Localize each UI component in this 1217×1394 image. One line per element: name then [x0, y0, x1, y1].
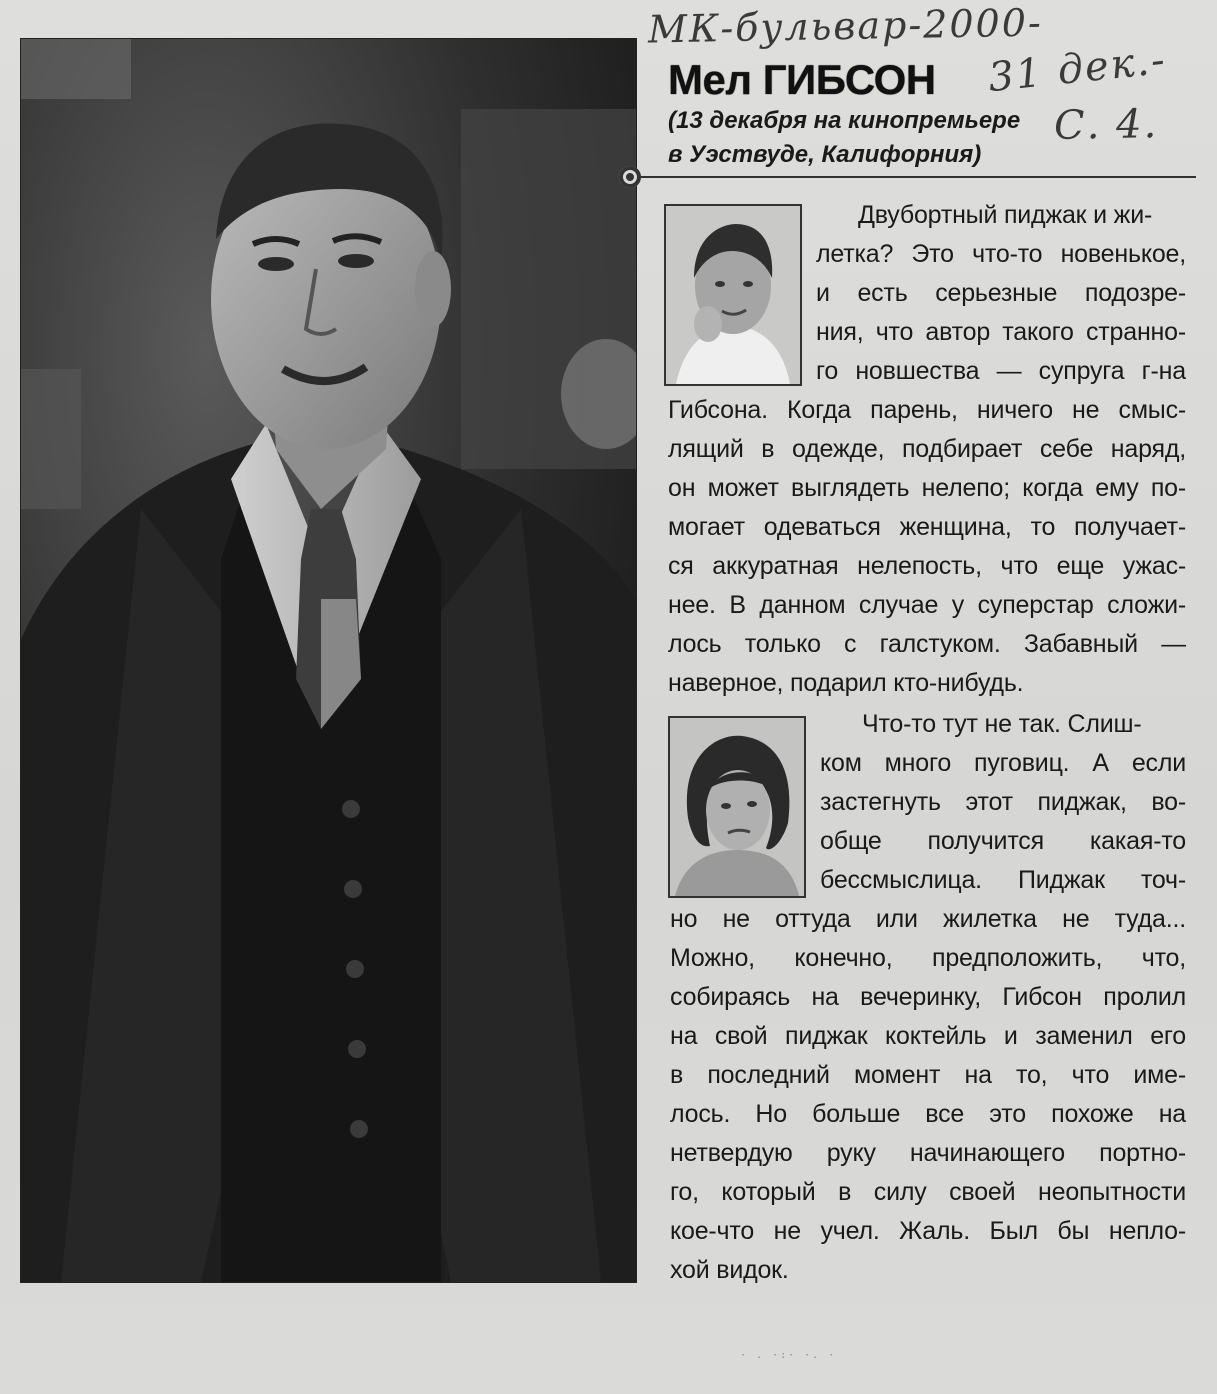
- text-line: Можно, конечно, предположить, что,: [670, 944, 1186, 972]
- text-line: нее. В данном случае у суперстар сложи-: [668, 591, 1186, 619]
- text-line: застегнуть этот пиджак, во-: [820, 788, 1186, 816]
- text-line: нетвердую руку начинающего портно-: [670, 1139, 1186, 1167]
- text-line: и есть серьезные подозре-: [816, 279, 1186, 307]
- actor-photo-illustration: [21, 39, 636, 1282]
- article-headline: Мел ГИБСОН: [668, 56, 936, 103]
- text-line: бессмыслица. Пиджак точ-: [820, 866, 1186, 894]
- text-line: в последний момент на то, что име-: [670, 1061, 1186, 1089]
- paper-specks-decoration: · . ·:· ·. ·: [740, 1350, 837, 1361]
- text-line: наверное, подарил кто-нибудь.: [668, 669, 1024, 697]
- reviewer-1-photo: [664, 204, 802, 386]
- text-line: Что-то тут не так. Слиш-: [862, 710, 1142, 738]
- handwritten-source-note: МК-бульвар-2000-: [647, 0, 1044, 52]
- section-divider: [622, 176, 1196, 178]
- text-line: хой видок.: [670, 1256, 789, 1284]
- text-line: он может выглядеть нелепо; когда ему по-: [668, 474, 1186, 502]
- text-line: кое-что не учел. Жаль. Был бы непло-: [670, 1217, 1186, 1245]
- text-line: ся аккуратная нелепость, что еще ужас-: [668, 552, 1186, 580]
- article-subhead: (13 декабря на кинопремьере в Уэствуде, Калифорния): [668, 107, 1021, 168]
- text-line: Двубортный пиджак и жи-: [858, 201, 1153, 229]
- divider-bullet: [619, 166, 641, 188]
- review-1-text-top: [816, 196, 1186, 391]
- review-1-text-bottom: [668, 391, 1186, 703]
- text-line: ния, что автор такого странно-: [816, 318, 1186, 346]
- text-line: обще получится какая-то: [820, 827, 1186, 855]
- reviewer-1-illustration: [666, 206, 800, 384]
- handwritten-date-note: 31 дек.-: [986, 36, 1169, 102]
- text-line: собираясь на вечеринку, Гибсон пролил: [670, 983, 1186, 1011]
- text-line: могает одеваться женщина, то получает-: [668, 513, 1186, 541]
- text-line: лящий в одежде, подбирает себе наряд,: [668, 435, 1186, 463]
- review-2-text-bottom: [670, 900, 1186, 1290]
- text-line: ком много пуговиц. А если: [820, 749, 1186, 777]
- text-line: Гибсона. Когда парень, ничего не смыс-: [668, 396, 1186, 424]
- text-line: го, который в силу своей неопытности: [670, 1178, 1186, 1206]
- review-2-text-top: [820, 705, 1186, 900]
- text-line: летка? Это что-то новенькое,: [816, 240, 1186, 268]
- main-photo: [20, 38, 637, 1283]
- text-line: на свой пиджак коктейль и заменил его: [670, 1022, 1186, 1050]
- text-line: лось только с галстуком. Забавный —: [668, 630, 1186, 658]
- reviewer-2-photo: [668, 716, 806, 898]
- handwritten-page-note: С. 4.: [1053, 101, 1159, 149]
- reviewer-2-illustration: [670, 718, 804, 896]
- text-line: лось. Но больше все это похоже на: [670, 1100, 1186, 1128]
- text-line: но не оттуда или жилетка не туда...: [670, 905, 1186, 933]
- text-line: го новшества — супруга г-на: [816, 357, 1186, 385]
